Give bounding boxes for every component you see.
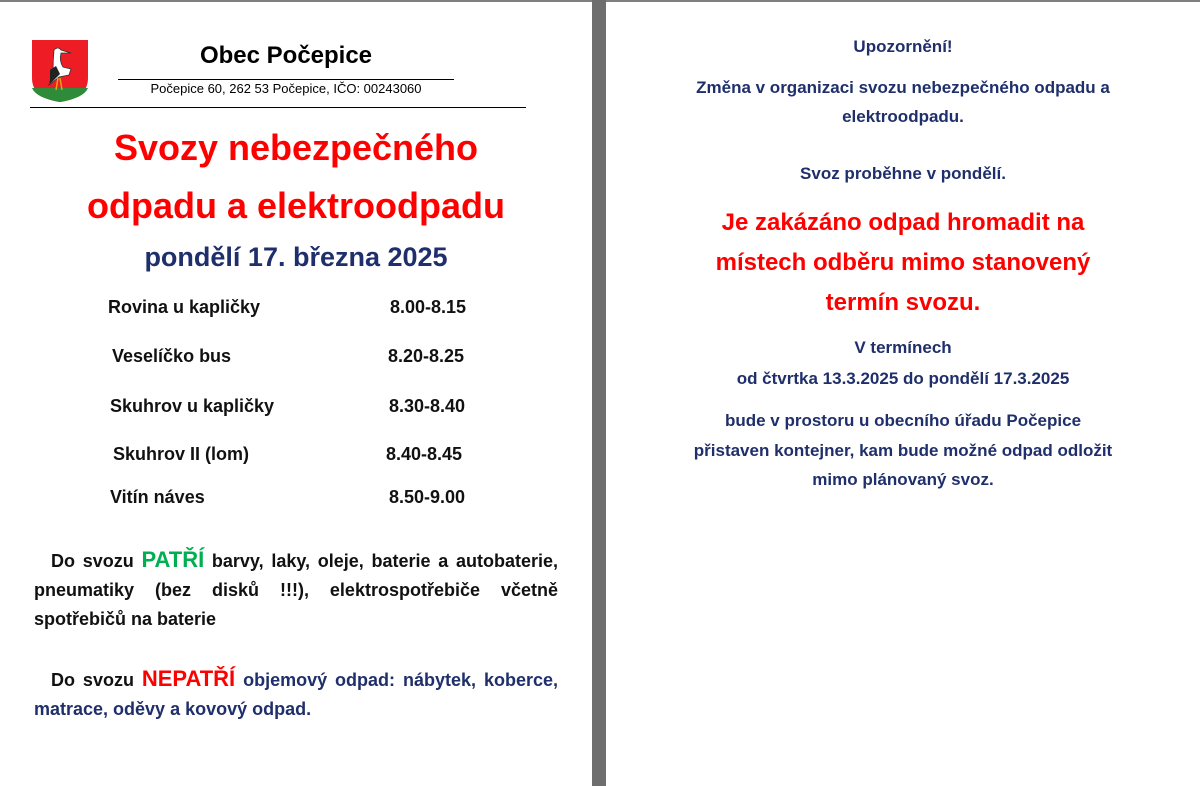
terms-line-1: V termínech [854, 338, 952, 357]
org-address: Počepice 60, 262 53 Počepice, IČO: 00243060 [150, 81, 422, 96]
schedule-place: Rovina u kapličky [108, 297, 261, 317]
schedule-place: Skuhrov II (lom) [113, 444, 250, 464]
schedule-place: Veselíčko bus [112, 346, 232, 366]
not-belongs-text: objemový odpad: nábytek, koberce, matrace, oděvy a kovový odpad. [34, 670, 558, 719]
container-line-3: mimo plánovaný svoz. [812, 470, 994, 489]
title-line-1: Svozy nebezpečného [113, 127, 479, 168]
header-rule [118, 79, 454, 80]
terms-line-2: od čtvrtka 13.3.2025 do pondělí 17.3.2025 [736, 369, 1070, 388]
belongs-text: barvy, laky, oleje, baterie a autobaterie, pneumatiky (bez disků !!!), elektrospotřebiče včetně spotřebičů na baterie [34, 551, 558, 629]
not-belongs-paragraph [34, 664, 558, 724]
schedule-place: Skuhrov u kapličky [110, 396, 275, 416]
org-name: Obec Počepice [199, 42, 373, 69]
schedule-place: Vitín náves [110, 487, 205, 507]
notice-heading: Upozornění! [853, 37, 953, 56]
belongs-prefix: Do svozu [51, 551, 142, 571]
container-line-2: přistaven kontejner, kam bude možné odpad odložit [693, 441, 1113, 460]
schedule-time: 8.00-8.15 [390, 297, 467, 317]
right-page [606, 2, 1200, 786]
left-page [0, 2, 592, 786]
not-belongs-prefix: Do svozu [51, 670, 142, 690]
title-line-2: odpadu a elektroodpadu [86, 185, 506, 226]
belongs-keyword: PATŘÍ [141, 547, 205, 572]
stork-coat-of-arms-icon [32, 40, 88, 102]
belongs-paragraph [34, 545, 558, 634]
collection-date: pondělí 17. března 2025 [144, 242, 448, 272]
header-rule-bottom [30, 107, 526, 108]
schedule-time: 8.30-8.40 [389, 396, 466, 416]
page-divider [592, 0, 606, 786]
container-line-1: bude v prostoru u obecního úřadu Počepice [724, 411, 1082, 430]
warning-line-1: Je zakázáno odpad hromadit na [721, 209, 1085, 236]
warning-line-3: termín svozu. [825, 289, 981, 316]
schedule-time: 8.40-8.45 [386, 444, 463, 464]
monday-note: Svoz proběhne v pondělí. [800, 164, 1006, 183]
schedule-time: 8.20-8.25 [388, 346, 465, 366]
schedule-time: 8.50-9.00 [389, 487, 466, 507]
change-line-1: Změna v organizaci svozu nebezpečného odpadu a [696, 78, 1110, 97]
warning-line-2: místech odběru mimo stanovený [715, 249, 1091, 276]
not-belongs-keyword: NEPATŘÍ [141, 666, 236, 691]
change-line-2: elektroodpadu. [842, 107, 964, 126]
